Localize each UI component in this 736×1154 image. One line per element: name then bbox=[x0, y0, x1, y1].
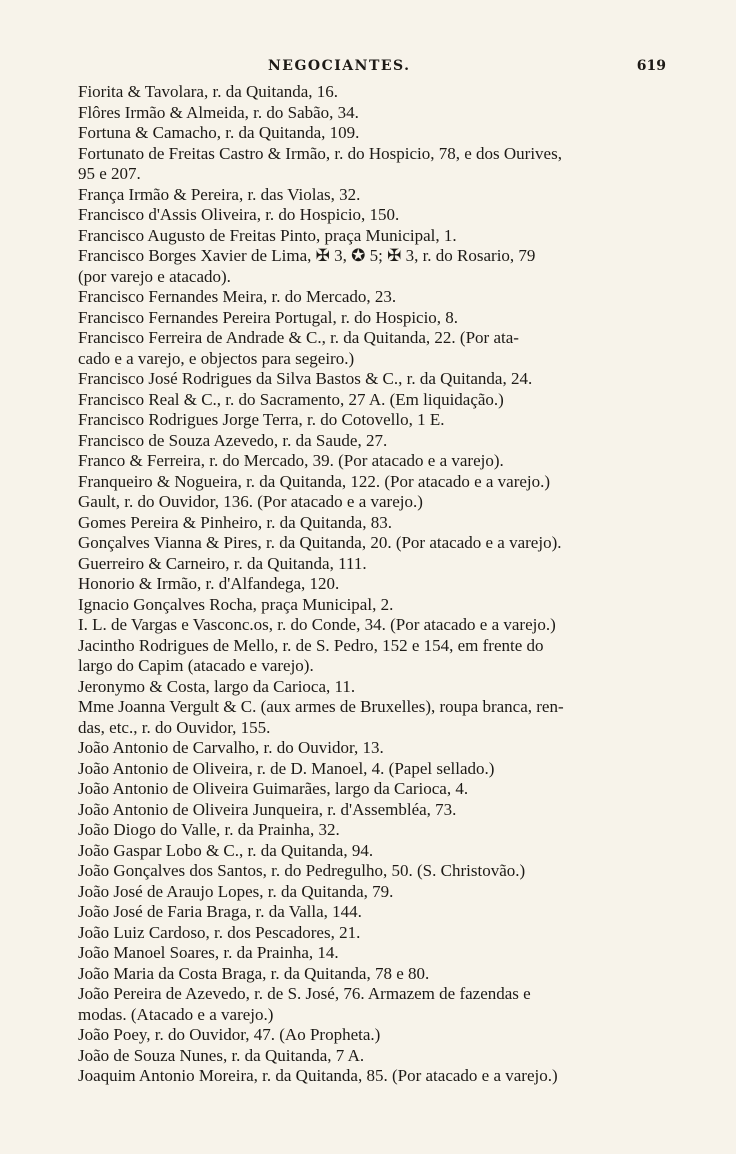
merchant-entry bbox=[78, 759, 666, 780]
entry-text: Ignacio Gonçalves Rocha, praça Municipal, 2. bbox=[78, 594, 394, 614]
entry-text: João Antonio de Oliveira Guimarães, largo da Carioca, 4. bbox=[78, 779, 469, 798]
entry-text: João Diogo do Valle, r. da Prainha, 32. bbox=[78, 820, 340, 839]
entry-text: Jeronymo & Costa, largo da Carioca, 11. bbox=[78, 676, 356, 696]
entry-text: Francisco Ferreira de Andrade & C., r. da Quitanda, 22. (Por ata- bbox=[78, 328, 519, 347]
entry-text: Francisco Fernandes Meira, r. do Mercado, 23. bbox=[78, 287, 397, 306]
entry-text: Guerreiro & Carneiro, r. da Quitanda, 111. bbox=[78, 553, 367, 573]
merchant-entry bbox=[78, 390, 666, 411]
entry-text: Francisco de Souza Azevedo, r. da Saude, 27. bbox=[78, 430, 388, 450]
merchant-entry bbox=[78, 595, 666, 616]
merchant-entry bbox=[78, 984, 666, 1025]
entry-text: Francisco Borges Xavier de Lima, ✠ 3, ✪ 5; ✠ 3, r. do Rosario, 79 bbox=[78, 246, 536, 265]
entry-text: Gault, r. do Ouvidor, 136. (Por atacado e a varejo.) bbox=[78, 492, 423, 511]
merchant-entry bbox=[78, 185, 666, 206]
entry-text: França Irmão & Pereira, r. das Violas, 32. bbox=[78, 184, 361, 204]
entry-text: João Antonio de Carvalho, r. do Ouvidor, 13. bbox=[78, 738, 384, 757]
entry-text: Franqueiro & Nogueira, r. da Quitanda, 122. (Por atacado e a varejo.) bbox=[78, 471, 551, 491]
merchant-entry bbox=[78, 533, 666, 554]
entry-text: João Poey, r. do Ouvidor, 47. (Ao Propheta.) bbox=[78, 1025, 381, 1044]
merchant-entry bbox=[78, 697, 666, 738]
entry-text: Fiorita & Tavolara, r. da Quitanda, 16. bbox=[78, 82, 339, 101]
merchant-entry bbox=[78, 1066, 666, 1087]
merchant-entry bbox=[78, 123, 666, 144]
entry-text: Francisco Fernandes Pereira Portugal, r. do Hospicio, 8. bbox=[78, 307, 459, 327]
entry-continuation: 95 e 207. bbox=[78, 164, 141, 183]
merchant-entry bbox=[78, 513, 666, 534]
entry-text: Gonçalves Vianna & Pires, r. da Quitanda, 20. (Por atacado e a varejo). bbox=[78, 533, 562, 552]
merchant-entry bbox=[78, 103, 666, 124]
entry-continuation: modas. (Atacado e a varejo.) bbox=[78, 1004, 274, 1024]
entry-text: Francisco José Rodrigues da Silva Bastos & C., r. da Quitanda, 24. bbox=[78, 369, 533, 388]
entry-text: João Gonçalves dos Santos, r. do Pedregulho, 50. (S. Christovão.) bbox=[78, 861, 526, 880]
merchant-entry bbox=[78, 1046, 666, 1067]
entry-text: João Antonio de Oliveira Junqueira, r. d'Assembléa, 73. bbox=[78, 799, 457, 819]
entry-text: João Antonio de Oliveira, r. de D. Manoel, 4. (Papel sellado.) bbox=[78, 758, 495, 778]
merchant-entry bbox=[78, 369, 666, 390]
entry-text: João Gaspar Lobo & C., r. da Quitanda, 94. bbox=[78, 840, 374, 860]
entry-text: Joaquim Antonio Moreira, r. da Quitanda, 85. (Por atacado e a varejo.) bbox=[78, 1066, 558, 1085]
merchant-entry bbox=[78, 677, 666, 698]
merchant-entry bbox=[78, 923, 666, 944]
merchant-entry bbox=[78, 82, 666, 103]
page-number: 619 bbox=[636, 58, 666, 74]
entry-text: I. L. de Vargas e Vasconc.os, r. do Conde, 34. (Por atacado e a varejo.) bbox=[78, 615, 556, 634]
merchant-entry bbox=[78, 636, 666, 677]
merchant-entry bbox=[78, 902, 666, 923]
merchant-entry bbox=[78, 841, 666, 862]
entry-text: Flôres Irmão & Almeida, r. do Sabão, 34. bbox=[78, 102, 359, 122]
merchant-entry bbox=[78, 574, 666, 595]
entry-text: João José de Faria Braga, r. da Valla, 144. bbox=[78, 902, 362, 921]
merchant-entry bbox=[78, 431, 666, 452]
entry-continuation: cado e a varejo, e objectos para segeiro.) bbox=[78, 348, 355, 368]
merchant-entry bbox=[78, 964, 666, 985]
merchant-entry bbox=[78, 287, 666, 308]
entry-text: Honorio & Irmão, r. d'Alfandega, 120. bbox=[78, 574, 340, 593]
page-header bbox=[78, 56, 666, 80]
entry-text: João de Souza Nunes, r. da Quitanda, 7 A. bbox=[78, 1045, 365, 1065]
merchant-entry bbox=[78, 800, 666, 821]
entry-text: Fortunato de Freitas Castro & Irmão, r. do Hospicio, 78, e dos Ourives, bbox=[78, 143, 562, 163]
entry-text: Mme Joanna Vergult & C. (aux armes de Bruxelles), roupa branca, ren- bbox=[78, 697, 564, 716]
entry-text: João Maria da Costa Braga, r. da Quitanda, 78 e 80. bbox=[78, 963, 430, 983]
merchant-entry bbox=[78, 882, 666, 903]
entry-text: Fortuna & Camacho, r. da Quitanda, 109. bbox=[78, 123, 360, 142]
merchant-entry bbox=[78, 308, 666, 329]
merchant-entry bbox=[78, 554, 666, 575]
merchant-entry bbox=[78, 1025, 666, 1046]
running-title: NEGOCIANTES. bbox=[268, 58, 411, 74]
entry-continuation: das, etc., r. do Ouvidor, 155. bbox=[78, 717, 271, 737]
merchant-entry bbox=[78, 943, 666, 964]
merchant-entry bbox=[78, 738, 666, 759]
entry-continuation: (por varejo e atacado). bbox=[78, 266, 231, 286]
merchant-entry bbox=[78, 615, 666, 636]
merchant-entry bbox=[78, 451, 666, 472]
merchant-entry bbox=[78, 144, 666, 185]
merchant-entry bbox=[78, 246, 666, 287]
entry-text: João José de Araujo Lopes, r. da Quitanda, 79. bbox=[78, 881, 394, 901]
merchant-entry bbox=[78, 410, 666, 431]
merchant-entry bbox=[78, 492, 666, 513]
merchant-entry bbox=[78, 226, 666, 247]
merchant-entry bbox=[78, 472, 666, 493]
entry-text: João Luiz Cardoso, r. dos Pescadores, 21. bbox=[78, 922, 361, 942]
merchant-entry bbox=[78, 861, 666, 882]
entry-continuation: largo do Capim (atacado e varejo). bbox=[78, 656, 314, 675]
merchant-list bbox=[78, 82, 666, 1087]
entry-text: Francisco d'Assis Oliveira, r. do Hospicio, 150. bbox=[78, 205, 400, 224]
entry-text: João Pereira de Azevedo, r. de S. José, 76. Armazem de fazendas e bbox=[78, 984, 531, 1003]
entry-text: João Manoel Soares, r. da Prainha, 14. bbox=[78, 943, 339, 962]
merchant-entry bbox=[78, 205, 666, 226]
entry-text: Francisco Rodrigues Jorge Terra, r. do Cotovello, 1 E. bbox=[78, 410, 445, 429]
entry-text: Franco & Ferreira, r. do Mercado, 39. (Por atacado e a varejo). bbox=[78, 451, 504, 470]
entry-text: Gomes Pereira & Pinheiro, r. da Quitanda, 83. bbox=[78, 512, 392, 532]
entry-text: Francisco Real & C., r. do Sacramento, 27 A. (Em liquidação.) bbox=[78, 389, 504, 409]
merchant-entry bbox=[78, 328, 666, 369]
merchant-entry bbox=[78, 779, 666, 800]
merchant-entry bbox=[78, 820, 666, 841]
entry-text: Francisco Augusto de Freitas Pinto, praça Municipal, 1. bbox=[78, 225, 457, 245]
entry-text: Jacintho Rodrigues de Mello, r. de S. Pedro, 152 e 154, em frente do bbox=[78, 635, 544, 655]
